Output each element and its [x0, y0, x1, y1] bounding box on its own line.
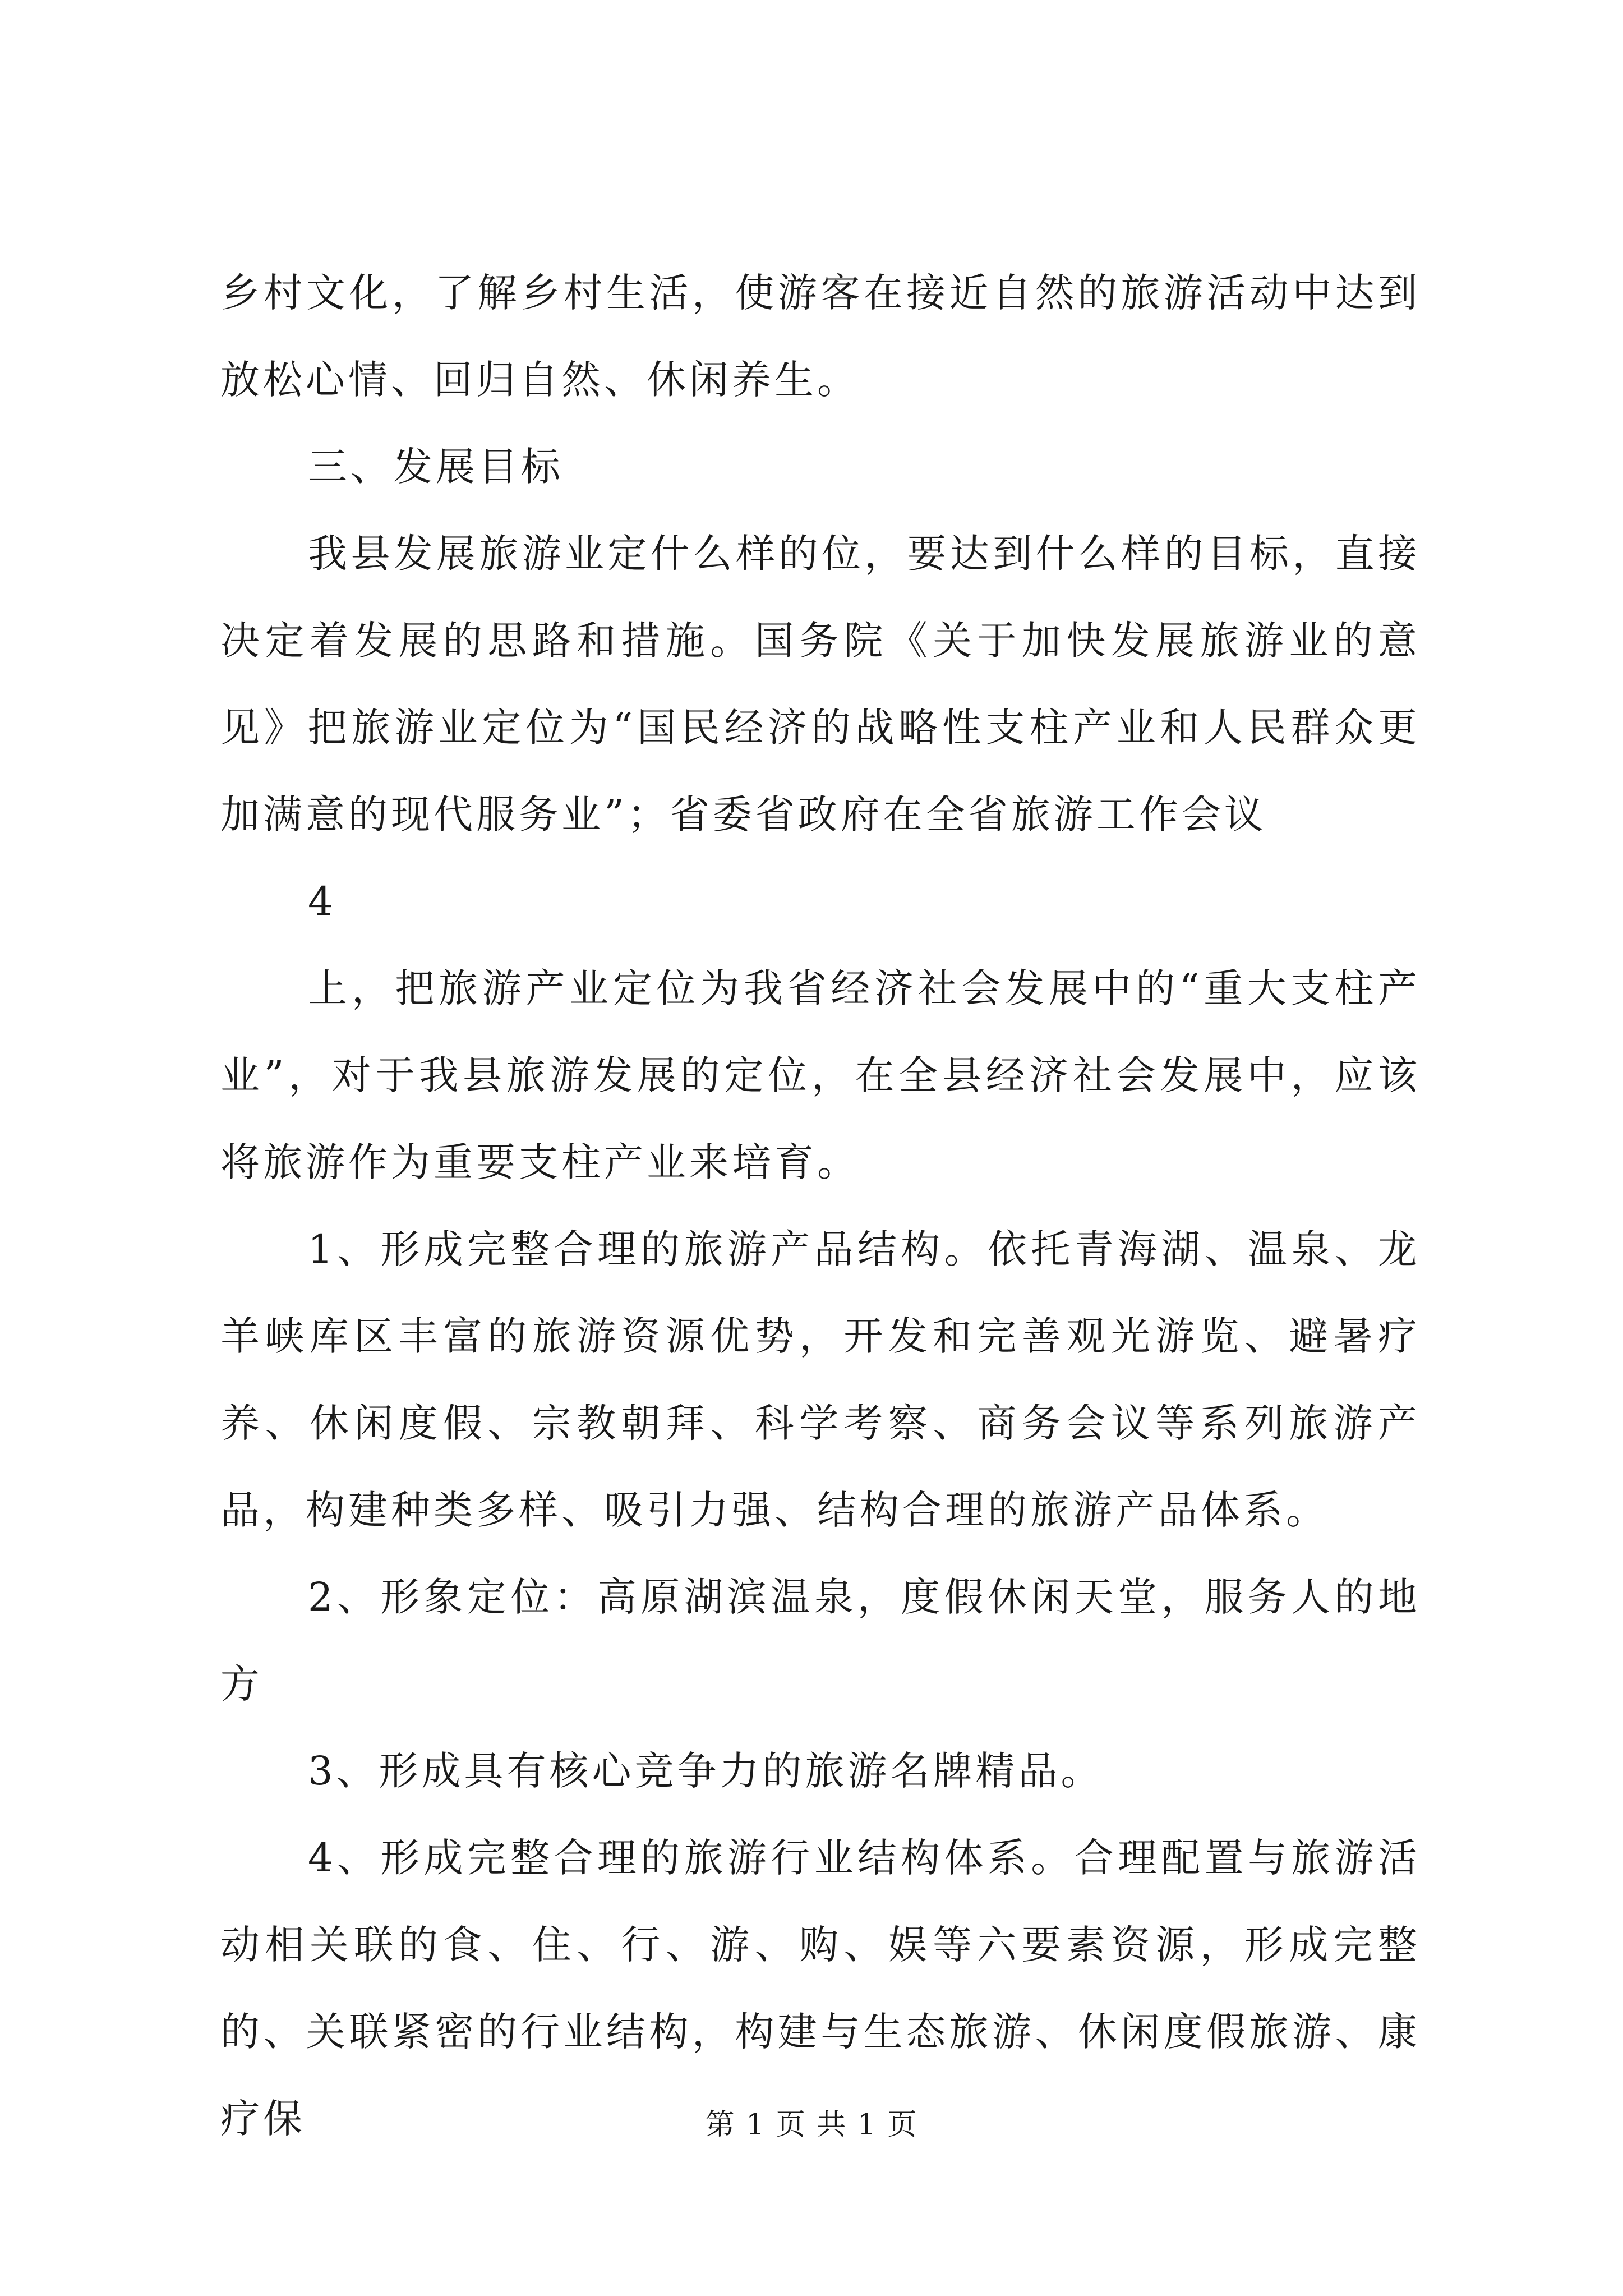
- body-text: [220, 250, 1421, 2162]
- section-heading: 三、发展目标: [308, 444, 564, 490]
- paragraph: 我县发展旅游业定什么样的位，要达到什么样的目标，直接决定着发展的思路和措施。国务院《关于加快发展旅游业的意见》把旅游业定位为“国民经济的战略性支柱产业和人民群众更加满意的现代服务业”；省委省政府在全省旅游工作会议: [220, 531, 1421, 838]
- list-item: 4、形成完整合理的旅游行业结构体系。合理配置与旅游活动相关联的食、住、行、游、购、娱等六要素资源，形成完整的、关联紧密的行业结构，构建与生态旅游、休闲度假旅游、康疗保: [220, 1835, 1421, 2142]
- inline-page-number: 4: [308, 878, 336, 924]
- paragraph-continuation: 乡村文化，了解乡村生活，使游客在接近自然的旅游活动中达到放松心情、回归自然、休闲养生。: [220, 270, 1421, 403]
- paragraph: 上，把旅游产业定位为我省经济社会发展中的“重大支柱产业”，对于我县旅游发展的定位，在全县经济社会发展中，应该将旅游作为重要支柱产业来培育。: [220, 965, 1421, 1185]
- list-item: 3、形成具有核心竞争力的旅游名牌精品。: [308, 1748, 1104, 1794]
- page-footer: 第 1 页 共 1 页: [705, 2108, 918, 2142]
- list-item: 1、形成完整合理的旅游产品结构。依托青海湖、温泉、龙羊峡库区丰富的旅游资源优势，开发和完善观光游览、避暑疗养、休闲度假、宗教朝拜、科学考察、商务会议等系列旅游产品，构建种类多样、吸引力强、结构合理的旅游产品体系。: [220, 1226, 1421, 1533]
- list-item: 2、形象定位：高原湖滨温泉，度假休闲天堂，服务人的地方: [220, 1574, 1421, 1707]
